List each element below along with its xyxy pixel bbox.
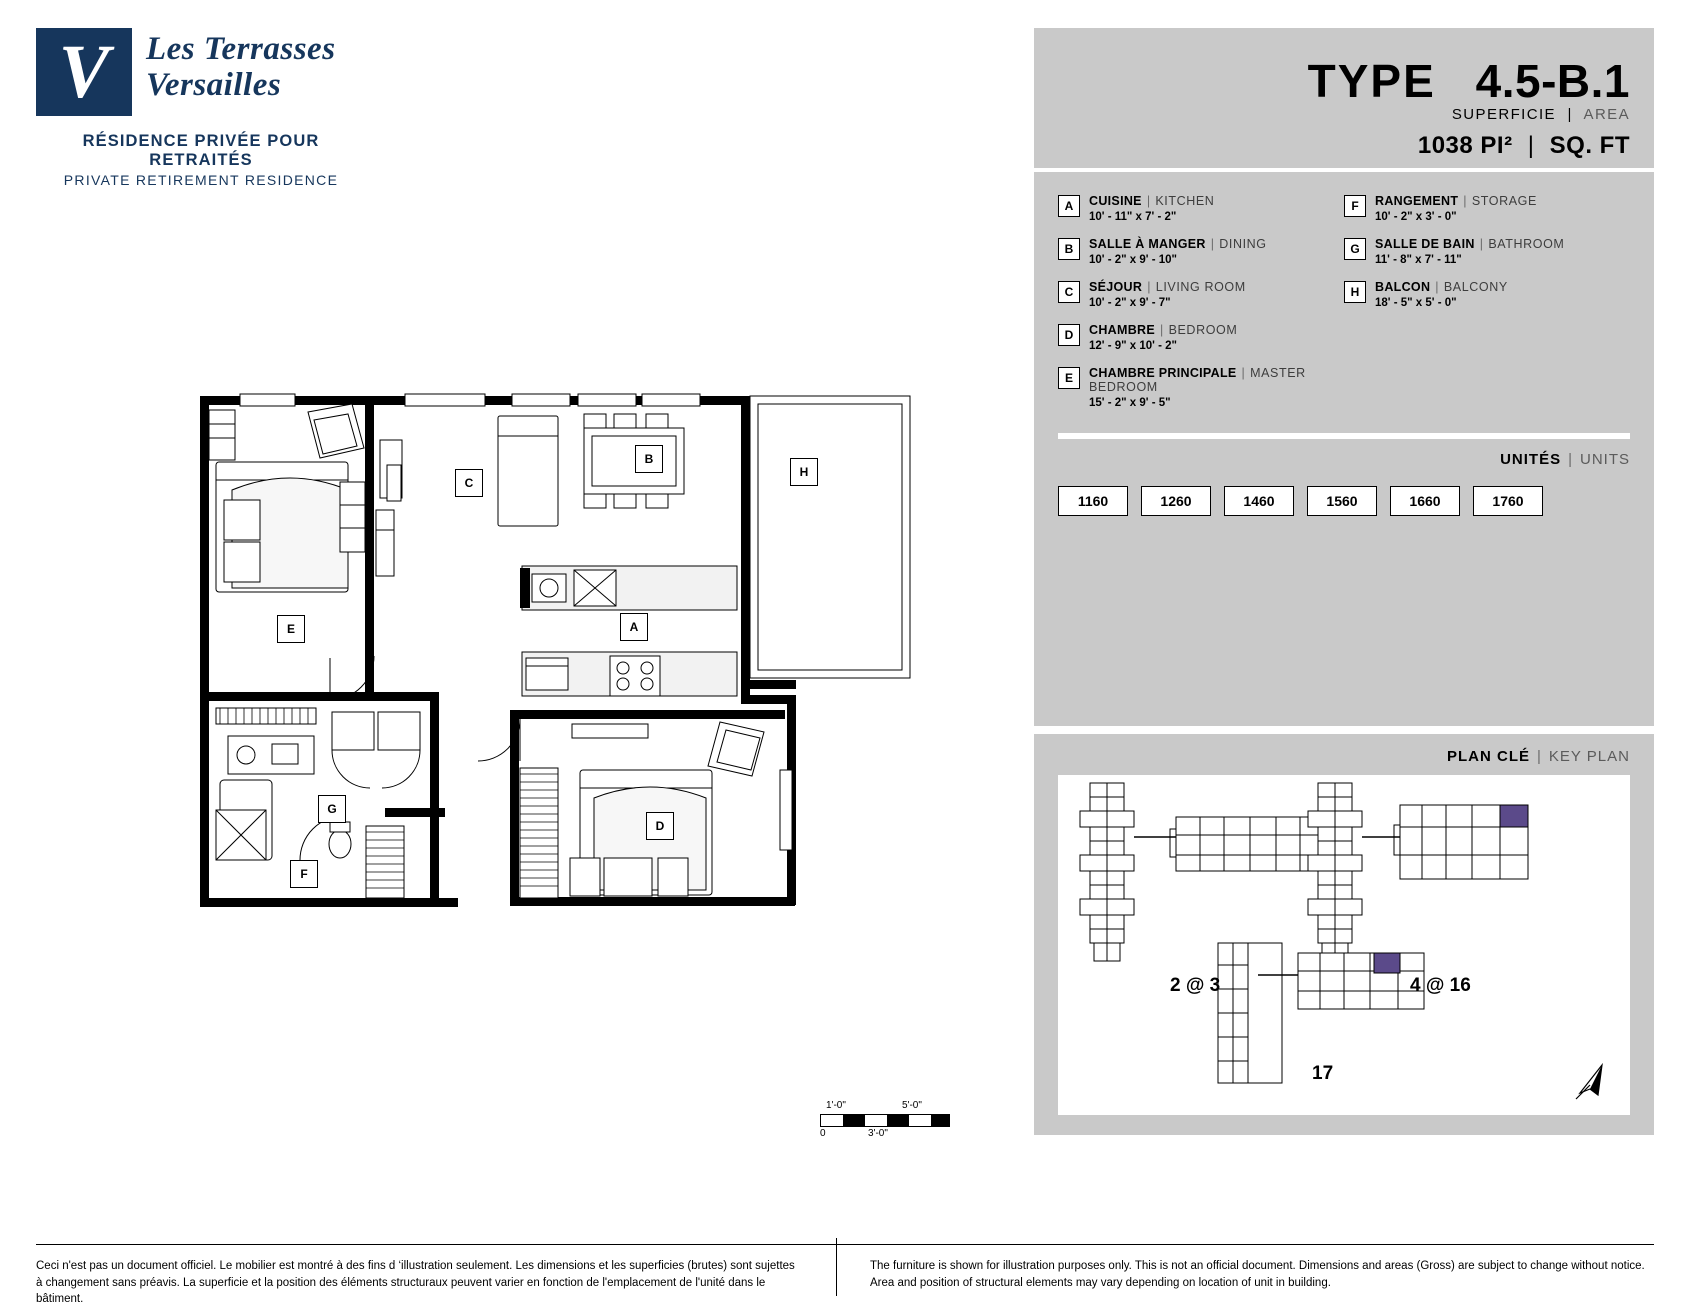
legend-key: D: [1058, 324, 1080, 346]
room-tag-dining: B: [635, 445, 663, 473]
scale-label-left: 1'-0": [826, 1100, 846, 1111]
unit-number[interactable]: 1560: [1307, 486, 1377, 516]
logo-tagline-fr: RÉSIDENCE PRIVÉE POUR RETRAITÉS: [82, 132, 320, 169]
key-plan-highlight: [1374, 953, 1400, 973]
type-word: TYPE: [1307, 55, 1436, 107]
legend-dimensions: 10' - 11" x 7' - 2": [1089, 211, 1177, 223]
units-list: [1058, 486, 1630, 516]
legend-name-fr: SALLE DE BAIN: [1375, 237, 1475, 251]
key-plan-highlight: [1500, 805, 1528, 827]
legend-name-fr: CUISINE: [1089, 194, 1142, 208]
key-plan-label: 17: [1312, 1063, 1334, 1084]
logo-tagline-en: PRIVATE RETIREMENT RESIDENCE: [63, 172, 339, 188]
legend-name-fr: CHAMBRE: [1089, 323, 1155, 337]
key-plan-panel: [1034, 734, 1654, 1135]
logo-mark-icon: [36, 28, 132, 116]
legend-key: E: [1058, 367, 1080, 389]
legend-item-bedroom: D CHAMBRE | BEDROOM 12' - 9" x 10' - 2": [1058, 323, 1344, 352]
legend-name-fr: RANGEMENT: [1375, 194, 1459, 208]
units-title: UNITÉS | UNITS: [1500, 451, 1630, 468]
key-plan-title: PLAN CLÉ | KEY PLAN: [1446, 748, 1630, 765]
legend-dimensions: 10' - 2" x 9' - 7": [1089, 297, 1171, 309]
divider: [36, 1244, 1654, 1245]
type-header: [1034, 28, 1654, 168]
compass-north-icon: [1568, 1059, 1614, 1105]
legend-key: B: [1058, 238, 1080, 260]
type-value: 4.5-B.1: [1475, 55, 1630, 107]
scale-tick-mid: 3'-0": [868, 1128, 888, 1139]
legend-key: A: [1058, 195, 1080, 217]
key-plan-diagram: [1058, 775, 1630, 1115]
legend-dimensions: 10' - 2" x 9' - 10": [1089, 254, 1177, 266]
bedroom-furniture: [520, 722, 792, 898]
master-bedroom-furniture: [209, 404, 365, 592]
legend-dimensions: 12' - 9" x 10' - 2": [1089, 340, 1177, 352]
area-unit-en: SQ. FT: [1549, 132, 1630, 159]
legend-name-en: LIVING ROOM: [1155, 280, 1246, 294]
room-tag-living-room: C: [455, 469, 483, 497]
unit-number[interactable]: 1460: [1224, 486, 1294, 516]
key-plan-title-fr: PLAN CLÉ: [1446, 748, 1530, 765]
legend-key: F: [1344, 195, 1366, 217]
legend-name-fr: SÉJOUR: [1089, 280, 1143, 294]
unit-number[interactable]: 1260: [1141, 486, 1211, 516]
legend-key: H: [1344, 281, 1366, 303]
disclaimer-fr: Ceci n'est pas un document officiel. Le mobilier est montré à des fins d ‘illustration seulement. Les dimensions et les superficies (brutes) sont sujettes à changement sans préavis. La superficie et la position des éléments structuraux peuvent varier en fonction de l'emplacement de l'unité dans le bâtiment.: [36, 1260, 795, 1306]
legend-name-fr: CHAMBRE PRINCIPALE: [1089, 366, 1237, 380]
legend-key: C: [1058, 281, 1080, 303]
balcony-area: [750, 396, 910, 678]
separator-pipe: |: [1567, 106, 1573, 123]
units-title-fr: UNITÉS: [1500, 451, 1562, 468]
legend-name-en: BALCONY: [1443, 280, 1508, 294]
room-tag-balcony: H: [790, 458, 818, 486]
room-tag-bathroom: G: [318, 795, 346, 823]
legend-item-balcony: H BALCON | BALCONY 18' - 5" x 5' - 0": [1344, 280, 1630, 309]
legend-dimensions: 10' - 2" x 3' - 0": [1375, 211, 1457, 223]
room-tag-kitchen: A: [620, 613, 648, 641]
logo-letter: V: [58, 30, 110, 114]
legend-column-left: [1058, 194, 1344, 423]
unit-number[interactable]: 1160: [1058, 486, 1128, 516]
legend-item-master-bedroom: E CHAMBRE PRINCIPALE | MASTER BEDROOM 15' - 2" x 9' - 5": [1058, 366, 1344, 409]
unit-number[interactable]: 1660: [1390, 486, 1460, 516]
legend-dimensions: 11' - 8" x 7' - 11": [1375, 254, 1462, 266]
brand-logo: [36, 28, 456, 188]
scale-bar: [820, 1100, 950, 1142]
key-plan-title-en: KEY PLAN: [1548, 748, 1630, 765]
room-tag-storage: F: [290, 860, 318, 888]
separator-pipe: |: [1527, 132, 1535, 159]
legend-name-fr: SALLE À MANGER: [1089, 237, 1206, 251]
legend-name-en: STORAGE: [1471, 194, 1537, 208]
scale-bar-graphic: [820, 1114, 950, 1127]
legend-name-en: KITCHEN: [1155, 194, 1215, 208]
legend-name-en: MASTER BEDROOM: [1089, 366, 1306, 394]
legend-item-kitchen: A CUISINE | KITCHEN 10' - 11" x 7' - 2": [1058, 194, 1344, 223]
legend-dimensions: 15' - 2" x 9' - 5": [1089, 397, 1171, 409]
scale-label-right: 5'-0": [902, 1100, 922, 1111]
dining-furniture: [584, 414, 684, 508]
legend-name-en: BEDROOM: [1168, 323, 1238, 337]
storage-closet: [366, 826, 404, 898]
logo-line-1: Les Terrasses: [146, 31, 336, 67]
room-tag-master-bedroom: E: [277, 615, 305, 643]
legend-name-fr: BALCON: [1375, 280, 1431, 294]
room-legend: [1034, 172, 1654, 726]
legend-item-storage: F RANGEMENT | STORAGE 10' - 2" x 3' - 0": [1344, 194, 1630, 223]
key-plan-canvas: [1058, 775, 1630, 1115]
unit-number[interactable]: 1760: [1473, 486, 1543, 516]
area-label-fr: SUPERFICIE: [1451, 106, 1556, 123]
key-plan-label: 2 @ 3: [1170, 975, 1221, 996]
area-value: 1038 PI²: [1417, 132, 1513, 159]
info-panel: [1034, 28, 1654, 1135]
legend-name-en: BATHROOM: [1488, 237, 1565, 251]
floor-plan-drawing: [180, 370, 1010, 960]
scale-tick-zero: 0: [820, 1128, 826, 1139]
disclaimer-en: The furniture is shown for illustration purposes only. This is not an official document. Dimensions and areas (Gross) are subject to change without notice. Area and position of structural elements may vary depending on location of unit in building.: [870, 1260, 1645, 1289]
legend-item-bathroom: G SALLE DE BAIN | BATHROOM 11' - 8" x 7' - 11": [1344, 237, 1630, 266]
units-title-en: UNITS: [1580, 451, 1630, 468]
legend-item-living-room: C SÉJOUR | LIVING ROOM 10' - 2" x 9' - 7": [1058, 280, 1344, 309]
divider: [1058, 433, 1630, 439]
area-label-en: AREA: [1583, 106, 1630, 123]
room-tag-bedroom: D: [646, 812, 674, 840]
legend-key: G: [1344, 238, 1366, 260]
legend-item-dining: B SALLE À MANGER | DINING 10' - 2" x 9' - 10": [1058, 237, 1344, 266]
legend-dimensions: 18' - 5" x 5' - 0": [1375, 297, 1457, 309]
legend-column-right: [1344, 194, 1630, 423]
divider: [836, 1238, 837, 1296]
legend-name-en: DINING: [1219, 237, 1267, 251]
key-plan-label: 4 @ 16: [1410, 975, 1471, 996]
logo-line-2: Versailles: [146, 66, 282, 103]
